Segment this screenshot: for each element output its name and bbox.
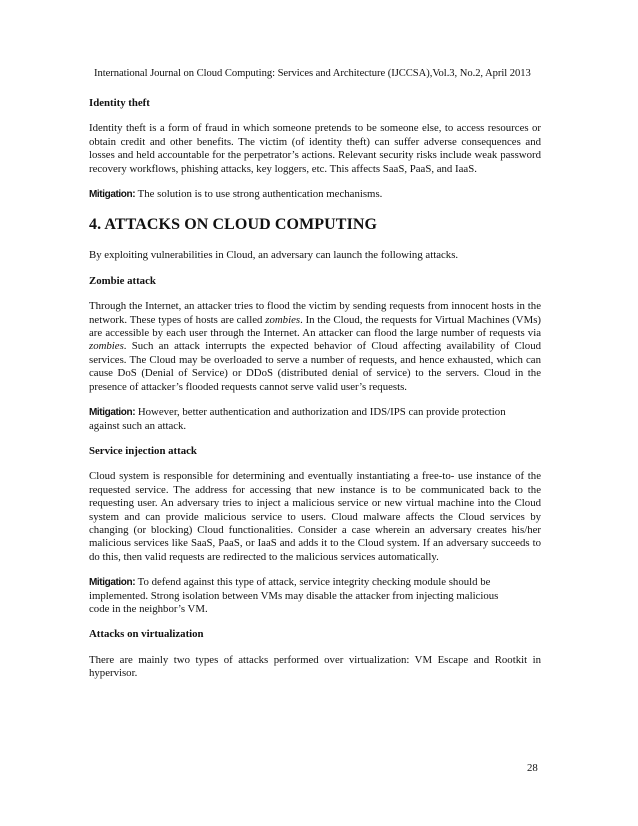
zombie-attack-paragraph xyxy=(89,300,541,394)
service-injection-mitigation xyxy=(89,576,541,616)
mitigation-text: However, better authentication and authorization and IDS/IPS can provide protection xyxy=(135,406,506,419)
page-number: 28 xyxy=(527,762,538,774)
mitigation-text: To defend against this type of attack, service integrity checking module should be xyxy=(135,576,491,589)
identity-theft-mitigation xyxy=(89,188,541,201)
mitigation-label: Mitigation: xyxy=(89,407,136,419)
mitigation-label: Mitigation: xyxy=(89,577,136,589)
service-injection-heading: Service injection attack xyxy=(89,444,197,457)
section-heading: 4. ATTACKS ON CLOUD COMPUTING xyxy=(89,216,378,234)
zombie-attack-heading: Zombie attack xyxy=(89,274,156,287)
service-injection-paragraph: Cloud system is responsible for determining and eventually instantiating a free-to- use instance of the requested service. The address for accessing that new instance is to be communicated back to the requesting user. An adversary tries to inject a malicious service or new virtual machine into the Cloud system and can provide malicious service to users. Cloud malware affects the Cloud services by changing (or blocking) Cloud functionalities. Consider a case wherein an adversary creates his/her malicious services like SaaS, PaaS, or IaaS and adds it to the Cloud system. If an adversary succeeds to do this, then valid requests are redirected to the malicious services automatically. xyxy=(89,470,541,563)
section-intro: By exploiting vulnerabilities in Cloud, an adversary can launch the following attacks. xyxy=(89,249,459,262)
virtualization-paragraph: There are mainly two types of attacks performed over virtualization: VM Escape and Rootkit in hypervisor. xyxy=(89,653,541,680)
zombie-text-part: . Such an attack interrupts the expected behavior of Cloud affecting availability of Cloud services. The Cloud may be overloaded to serve a number of requests, and hence exhausted, which can cause DoS (Denial of Service) or DDoS (distributed denial of service) to the servers. Cloud in the presence of attacker’s flooded requests cannot serve valid user’s requests. xyxy=(89,340,541,393)
virtualization-heading: Attacks on virtualization xyxy=(89,628,204,641)
zombie-attack-mitigation xyxy=(89,406,541,433)
page-body xyxy=(89,97,541,681)
zombie-text-part: Through the Internet, an attacker tries to flood the victim by sending requests from innocent hosts in the network. These types of hosts are called xyxy=(89,300,541,326)
zombie-term: zombies xyxy=(265,313,301,326)
identity-theft-heading: Identity theft xyxy=(89,97,150,109)
identity-theft-paragraph: Identity theft is a form of fraud in which someone pretends to be someone else, to access resources or obtain credit and other benefits. The victim (of identity theft) can suffer adverse consequences and losses and held accountable for the perpetrator’s actions. Relevant security risks include weak password recovery workflows, phishing attacks, key loggers, etc. This affects SaaS, PaaS, and IaaS. xyxy=(89,122,541,175)
mitigation-text: against such an attack. xyxy=(89,419,187,432)
running-header: International Journal on Cloud Computing: Services and Architecture (IJCCSA),Vol.3, No.2, April 2013 xyxy=(94,68,531,79)
mitigation-text: The solution is to use strong authentication mechanisms. xyxy=(135,188,383,201)
mitigation-text: code in the neighbor’s VM. xyxy=(89,602,208,615)
mitigation-label: Mitigation: xyxy=(89,189,136,201)
zombie-text-part: . In the Cloud, the requests for Virtual Machines (VMs) are accessible by each user through the Internet. An attacker can flood the large number of requests via xyxy=(89,313,542,340)
zombie-term: zombies xyxy=(89,340,124,353)
mitigation-text: implemented. Strong isolation between VMs may disable the attacker from injecting malicious xyxy=(89,589,499,602)
